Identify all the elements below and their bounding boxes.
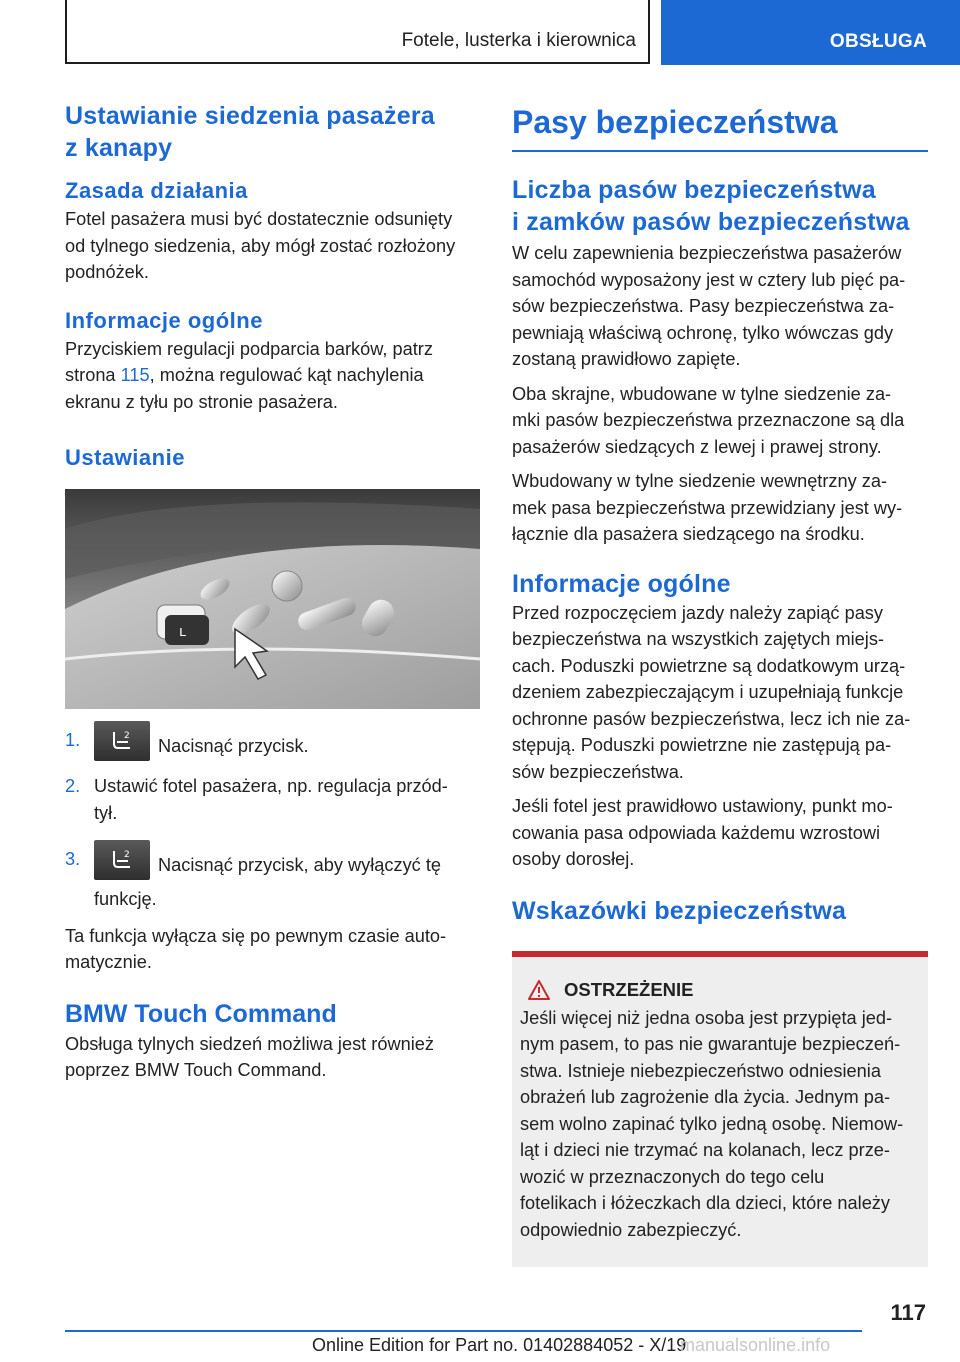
list-item: 2. Ustawić fotel pasażera, np. regulacja przód- tył.: [65, 776, 448, 823]
general-info-text: Przyciskiem regulacji podparcia barków, patrz strona 115, można regulować kąt nachylenia ekranu z tyłu po stronie pasażera.: [65, 338, 433, 412]
auto-off-text: Ta funkcja wyłącza się po pewnym czasie auto- matycznie.: [65, 925, 447, 972]
header-section-box: [65, 0, 650, 64]
seat-position-text: Jeśli fotel jest prawidłowo ustawiony, punkt mo- cowania pasa odpowiada każdemu wzrostowi osoby dorosłej.: [512, 796, 893, 869]
principle-text: Fotel pasażera musi być dostatecznie odsunięty od tylnego siedzenia, aby mógł zostać rozłożony podnóżek.: [65, 209, 456, 282]
heading-general-info: Informacje ogólne: [65, 307, 263, 333]
belt-count-text-3: Wbudowany w tylne siedzenie wewnętrzny za- mek pasa bezpieczeństwa przewidziany jest wy- łącznie dla pasażera siedzącego na środku.: [512, 471, 903, 544]
warning-box: [512, 951, 928, 1268]
page-number: 117: [890, 1300, 926, 1325]
chapter-tab-label: OBSŁUGA: [829, 31, 927, 52]
list-item: 1. 2 Nacisnąć przycisk.: [65, 727, 480, 767]
warning-triangle-icon: [528, 980, 550, 1000]
warning-header: [520, 979, 912, 1001]
heading-safety-tips: Wskazówki bezpieczeństwa: [512, 896, 847, 925]
page-link-115[interactable]: 115: [120, 365, 150, 385]
bmw-touch-text: Obsługa tylnych siedzeń możliwa jest również poprzez BMW Touch Command.: [65, 1033, 434, 1080]
list-item: 3. 2 Nacisnąć przycisk, aby wyłączyć tę funkcję.: [65, 846, 480, 913]
left-column: [65, 100, 480, 1084]
right-column: [512, 100, 928, 1267]
warning-title: OSTRZEŻENIE: [564, 978, 694, 1000]
watermark: manualsonline.info: [680, 1335, 831, 1355]
warning-text: Jeśli więcej niż jedna osoba jest przypięta jed- nym pasem, to pas nie gwarantuje bezpieczeń- stwa. Istnieje niebezpieczeństwo odniesienia obrażeń lub zagrożenie dla życia. Jednym pa- sem wolno zapinać tylko jedną osobę. Niemow- ląt i dzieci nie trzymać na kolanach, lecz prze- wozić w przeznaczonych do tego celu fotelikach i łóżeczkach dla dzieci, które należy odpowiednio zabezpieczyć.: [520, 1007, 904, 1240]
seat-button-icon: [94, 721, 150, 761]
section-title: Fotele, lusterka i kierownica: [401, 30, 636, 51]
edition-text: Online Edition for Part no. 01402884052 - X/19: [312, 1335, 687, 1355]
heading-principle: Zasada działania: [65, 178, 248, 203]
svg-text:2: 2: [124, 731, 130, 741]
svg-text:2: 2: [124, 850, 130, 860]
heading-setting: Ustawianie: [65, 445, 185, 470]
belt-count-text-1: W celu zapewnienia bezpieczeństwa pasażerów samochód wyposażony jest w cztery lub pięć pa- sów bezpieczeństwa. Pasy bezpieczeństwa za- pewniają właściwą ochronę, tylko wówczas gdy zostaną prawidłowo zapięte.: [512, 243, 906, 369]
heading-belt-count: Liczba pasów bezpieczeństwa i zamków pasów bezpieczeństwa: [512, 176, 910, 236]
general-info-belts-text: Przed rozpoczęciem jazdy należy zapiąć pasy bezpieczeństwa na wszystkich zajętych miejs- cach. Poduszki powietrzne są dodatkowym urzą- dzeniem zabezpieczającym i uzupełniają funkcje ochronne pasów bezpieczeństwa, lecz ich nie za- stępują. Poduszki powietrzne nie zastępują pa- sów bezpieczeństwa.: [512, 602, 911, 782]
heading-bmw-touch-command: BMW Touch Command: [65, 999, 337, 1028]
heading-seat-belts: Pasy bezpieczeństwa: [512, 104, 838, 140]
heading-passenger-seat: Ustawianie siedzenia pasażera z kanapy: [65, 102, 435, 162]
heading-general-info-belts: Informacje ogólne: [512, 569, 731, 598]
svg-text:ʟ: ʟ: [179, 624, 187, 640]
heading-rule: [512, 150, 928, 152]
steps-list: [65, 727, 480, 913]
belt-count-text-2: Oba skrajne, wbudowane w tylne siedzenie za- mki pasów bezpieczeństwa przeznaczone są dla pasażerów siedzących z lewej i prawej strony.: [512, 383, 905, 457]
seat-button-icon: [94, 840, 150, 880]
chapter-tab[interactable]: [661, 0, 960, 65]
footer-rule: [65, 1330, 862, 1332]
seat-controls-photo: [65, 489, 480, 709]
